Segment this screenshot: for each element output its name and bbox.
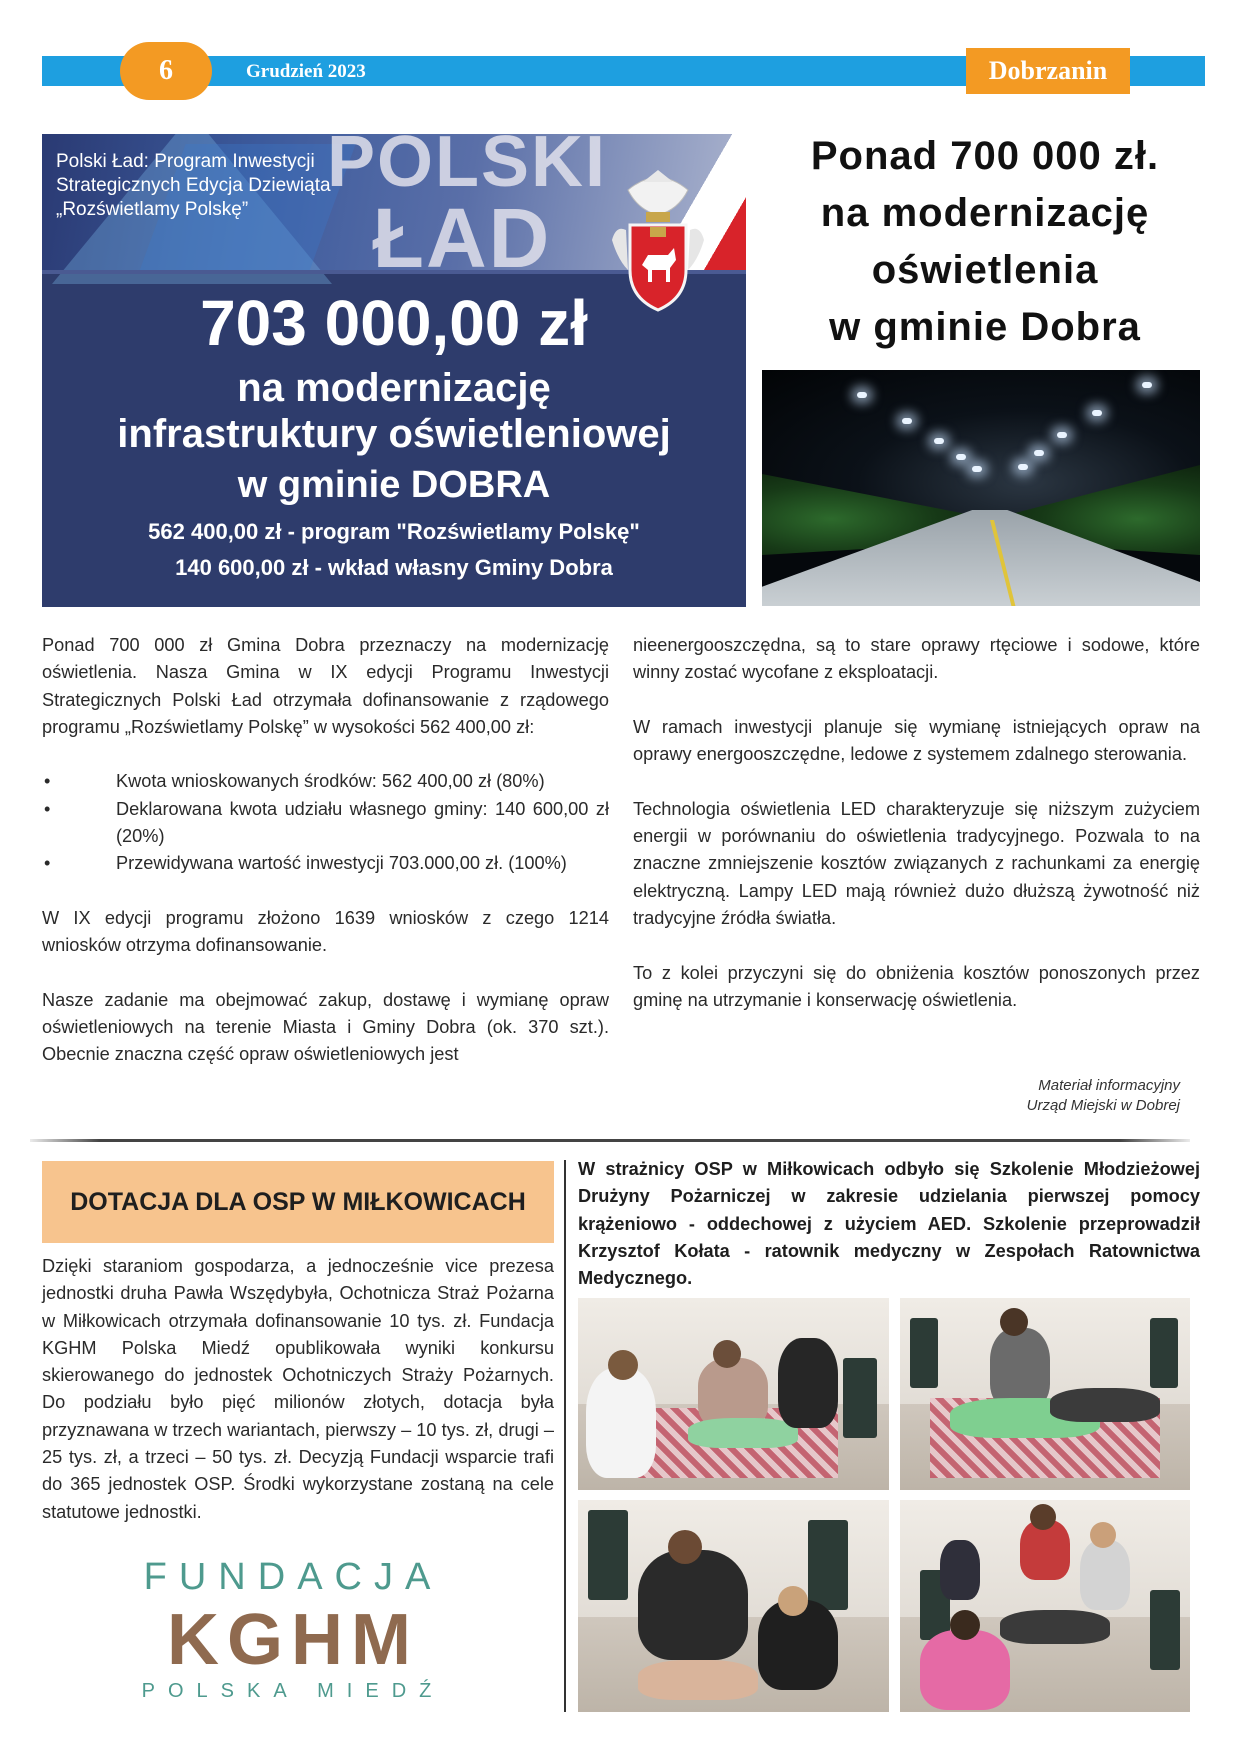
street-lamp <box>1018 464 1028 470</box>
photo-person <box>940 1540 980 1600</box>
logo-line-2: ŁAD <box>372 191 552 285</box>
list-item: • Przewidywana wartość inwestycji 703.000,00 zł. (100%) <box>42 850 609 877</box>
street-lamp <box>902 418 912 424</box>
street-lamp <box>1142 382 1152 388</box>
photo-chair <box>843 1358 877 1438</box>
photo-person-lying <box>1000 1610 1110 1644</box>
street-lamp <box>956 454 966 460</box>
article-paragraph: W IX edycji programu złożono 1639 wniosków z czego 1214 wniosków otrzyma dofinansowanie. <box>42 907 609 956</box>
article-credit: Materiał informacyjny Urząd Miejski w Dobrej <box>1026 1077 1180 1114</box>
photo-person <box>638 1550 748 1660</box>
headline-line-1: Ponad 700 000 zł. <box>810 134 1160 178</box>
photo-head <box>668 1530 702 1564</box>
street-lighting-photo <box>762 370 1200 606</box>
training-photo <box>578 1500 889 1712</box>
polski-lad-banner <box>42 134 746 607</box>
photo-head <box>778 1586 808 1616</box>
funding-list <box>42 768 609 877</box>
street-lamp <box>972 466 982 472</box>
headline-line-4: w gminie Dobra <box>829 305 1141 349</box>
article-paragraph: To z kolei przyczyni się do obniżenia kosztów ponoszonych przez gminę na utrzymanie i konserwację oświetlenia. <box>633 962 1200 1010</box>
photo-head <box>1000 1308 1028 1336</box>
list-item: • Deklarowana kwota udziału własnego gminy: 140 600,00 zł (20%) <box>42 796 609 851</box>
photo-chair <box>1150 1318 1178 1388</box>
photo-chair <box>910 1318 938 1388</box>
article-paragraph: W ramach inwestycji planuje się wymianę istniejących opraw na oprawy energooszczędne, ledowe z systemem zdalnego sterowania. <box>633 716 1200 765</box>
training-caption: W strażnicy OSP w Miłkowicach odbyło się Szkolenie Młodzieżowej Drużyny Pożarniczej w zakresie udzielania pierwszej pomocy krążeniowo - oddechowej z użyciem AED. Szkolenie przeprowadził Krzysztof Kołata - ratownik medyczny w Zespołach Ratownictwa Medycznego. <box>578 1159 1200 1289</box>
photo-person <box>990 1328 1050 1408</box>
photo-head <box>608 1350 638 1380</box>
photo-chair <box>588 1510 628 1600</box>
banner-line-5: 140 600,00 zł - wkład własny Gminy Dobra <box>175 555 613 580</box>
photo-person <box>778 1338 838 1428</box>
article-headline <box>760 128 1210 356</box>
street-lamp <box>934 438 944 444</box>
publication-name: Dobrzanin <box>966 48 1130 94</box>
photo-person <box>920 1630 1010 1710</box>
photo-head <box>713 1340 741 1368</box>
photo-person <box>586 1368 656 1478</box>
logo-line-1: POLSKI <box>327 134 608 202</box>
kghm-logo-top: FUNDACJA <box>143 1556 443 1598</box>
banner-amount: 703 000,00 zł <box>200 287 588 359</box>
list-item: • Kwota wnioskowanych środków: 562 400,00 zł (80%) <box>42 768 609 795</box>
program-title: Polski Ład: Program Inwestycji Strategicznych Edycja Dziewiąta „Rozświetlamy Polskę” <box>56 151 331 220</box>
photo-head <box>1030 1504 1056 1530</box>
photo-person-lying <box>688 1418 798 1448</box>
headline-line-3: oświetlenia <box>871 248 1099 292</box>
section-divider <box>30 1139 1190 1142</box>
column-divider <box>564 1160 566 1712</box>
banner-line-1: na modernizację <box>237 366 551 410</box>
training-photo <box>900 1298 1190 1490</box>
article-paragraph: Nasze zadanie ma obejmować zakup, dostawę i wymianę opraw oświetleniowych na terenie Miasta i Gminy Dobra (ok. 370 szt.). Obecnie znaczna część opraw oświetleniowych jest <box>42 989 609 1065</box>
cpr-mannequin <box>638 1660 758 1700</box>
osp-article-text: Dzięki staraniom gospodarza, a jednocześnie vice prezesa jednostki druha Pawła Wszędybyła, Ochotnicza Straż Pożarna w Miłkowicach otrzymała dofinansowanie 10 tys. zł. Fundacja KGHM Polska Miedź opublikowała wyniki konkursu skierowanego do jednostek Ochotniczych Straży Pożarnych. Do podziału było pięć milionów złotych, dotacja była przyznawana w trzech wariantach, pierwszy – 10 tys. zł, drugi – 25 tys. zł, a trzeci – 50 tys. zł. Decyzją Fundacji wsparcie trafi do 365 jednostek OSP. Środki wykorzystane zostaną na cele statutowe jednostki. <box>42 1256 554 1522</box>
issue-date: Grudzień 2023 <box>246 61 366 82</box>
street-lamp <box>857 392 867 398</box>
banner-line-4: 562 400,00 zł - program "Rozświetlamy Polskę" <box>148 519 640 544</box>
kghm-logo-main: KGHM <box>167 1600 419 1680</box>
photo-chair <box>1150 1590 1180 1670</box>
training-photo <box>578 1298 889 1490</box>
training-photo <box>900 1500 1190 1712</box>
banner-line-3: w gminie DOBRA <box>237 464 551 506</box>
headline-line-2: na modernizację <box>820 191 1150 235</box>
photo-person <box>1080 1540 1130 1610</box>
osp-title: DOTACJA DLA OSP W MIŁKOWICACH <box>70 1188 526 1216</box>
kghm-logo-bottom: POLSKA MIEDŹ <box>141 1680 445 1702</box>
article-paragraph: nieenergooszczędna, są to stare oprawy rtęciowe i sodowe, które winny zostać wycofane z eksploatacji. <box>633 635 1200 683</box>
street-lamp <box>1092 410 1102 416</box>
photo-legs <box>1050 1388 1160 1422</box>
polski-lad-logo <box>327 134 608 285</box>
street-lamp <box>1057 432 1067 438</box>
photo-chair <box>808 1520 848 1610</box>
article-column-left <box>42 632 609 1069</box>
article-paragraph: Ponad 700 000 zł Gmina Dobra przeznaczy na modernizację oświetlenia. Nasza Gmina w IX edycji Programu Inwestycji Strategicznych Polski Ład otrzymała dofinansowanie z rządowego programu „Rozświetlamy Polskę” w wysokości 562 400,00 zł: <box>42 635 609 737</box>
street-lamp <box>1034 450 1044 456</box>
photo-head <box>1090 1522 1116 1548</box>
page-number: 6 <box>120 42 212 100</box>
article-column-right <box>633 632 1200 1014</box>
banner-line-2: infrastruktury oświetleniowej <box>117 412 671 456</box>
photo-head <box>950 1610 980 1640</box>
article-paragraph: Technologia oświetlenia LED charakteryzuje się niższym zużyciem energii w porównaniu do oświetlenia tradycyjnego. Pozwala to na znaczne zmniejszenie kosztów związanych z rachunkami za energię elektryczną. Lampy LED mają również dużo dłuższą żywotność niż tradycyjne źródła światła. <box>633 798 1200 928</box>
